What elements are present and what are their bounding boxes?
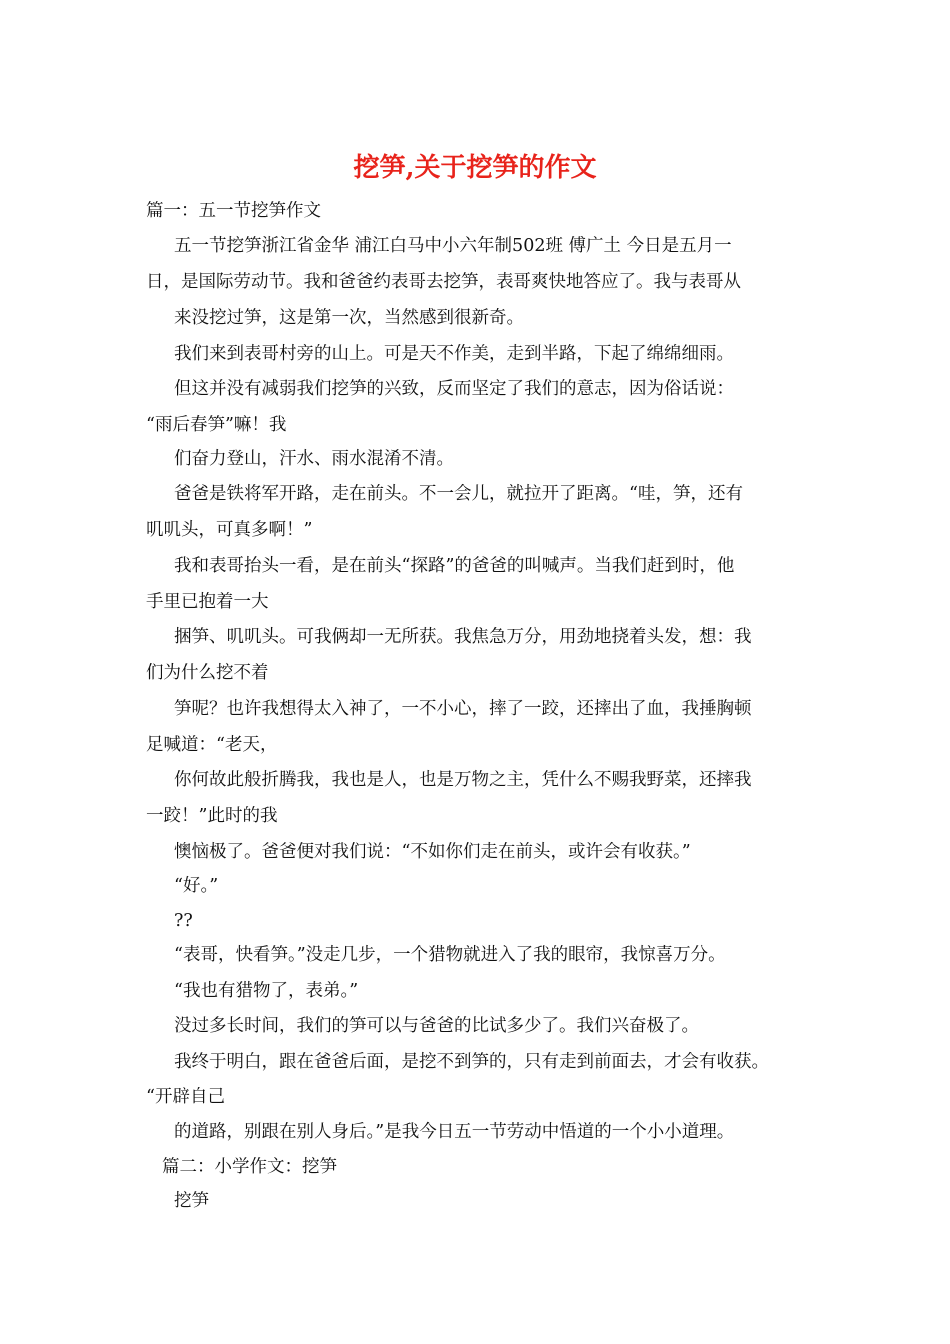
section-heading-2: 篇二：小学作文：挖笋 <box>162 1157 337 1177</box>
paragraph-line: 足喊道：“老天， <box>146 735 278 755</box>
paragraph-line: 们为什么挖不着 <box>146 663 269 683</box>
paragraph-line: 我们来到表哥村旁的山上。可是天不作美，走到半路，下起了绵绵细雨。 <box>174 344 734 364</box>
paragraph-line: 五一节挖笋浙江省金华 浦江白马中小六年制502班 傅广土 今日是五月一 <box>174 236 732 256</box>
paragraph-line: “开辟自己 <box>146 1087 225 1107</box>
paragraph-line: 捆笋、叽叽头。可我俩却一无所获。我焦急万分，用劲地挠着头发，想：我 <box>174 627 752 647</box>
paragraph-line: 懊恼极了。爸爸便对我们说：“不如你们走在前头，或许会有收获。” <box>174 842 691 862</box>
paragraph-line: 爸爸是铁将军开路，走在前头。不一会儿，就拉开了距离。“哇，笋，还有 <box>174 484 743 504</box>
paragraph-line: 来没挖过笋，这是第一次，当然感到很新奇。 <box>174 308 524 328</box>
paragraph-line: 没过多长时间，我们的笋可以与爸爸的比试多少了。我们兴奋极了。 <box>174 1016 699 1036</box>
paragraph-line: 日，是国际劳动节。我和爸爸约表哥去挖笋，表哥爽快地答应了。我与表哥从 <box>146 272 741 292</box>
section-heading-1: 篇一：五一节挖笋作文 <box>146 201 321 221</box>
paragraph-line: 但这并没有减弱我们挖笋的兴致，反而坚定了我们的意志，因为俗话说： <box>174 379 734 399</box>
document-title: 挖笋,关于挖笋的作文 <box>353 153 597 183</box>
paragraph-line: “表哥，快看笋。”没走几步，一个猎物就进入了我的眼帘，我惊喜万分。 <box>174 945 726 965</box>
paragraph-line: “好。” <box>174 876 219 896</box>
paragraph-line: 叽叽头，可真多啊！” <box>146 520 313 540</box>
paragraph-line: 手里已抱着一大 <box>146 592 269 612</box>
paragraph-line: 们奋力登山，汗水、雨水混淆不清。 <box>174 449 454 469</box>
paragraph-line: “雨后春笋”嘛！我 <box>146 415 287 435</box>
paragraph-line: 你何故此般折腾我，我也是人，也是万物之主，凭什么不赐我野菜，还摔我 <box>174 770 752 790</box>
paragraph-line: 我和表哥抬头一看，是在前头“探路”的爸爸的叫喊声。当我们赶到时，他 <box>174 556 735 576</box>
paragraph-line: 我终于明白，跟在爸爸后面，是挖不到笋的，只有走到前面去，才会有收获。 <box>174 1052 769 1072</box>
paragraph-line: 挖笋 <box>174 1191 209 1211</box>
paragraph-line: ?? <box>174 911 193 931</box>
paragraph-line: 一跤！”此时的我 <box>146 806 278 826</box>
paragraph-line: “我也有猎物了，表弟。” <box>174 981 359 1001</box>
paragraph-line: 的道路，别跟在别人身后。”是我今日五一节劳动中悟道的一个小小道理。 <box>174 1122 735 1142</box>
paragraph-line: 笋呢？也许我想得太入神了，一不小心，摔了一跤，还摔出了血，我捶胸顿 <box>174 699 752 719</box>
